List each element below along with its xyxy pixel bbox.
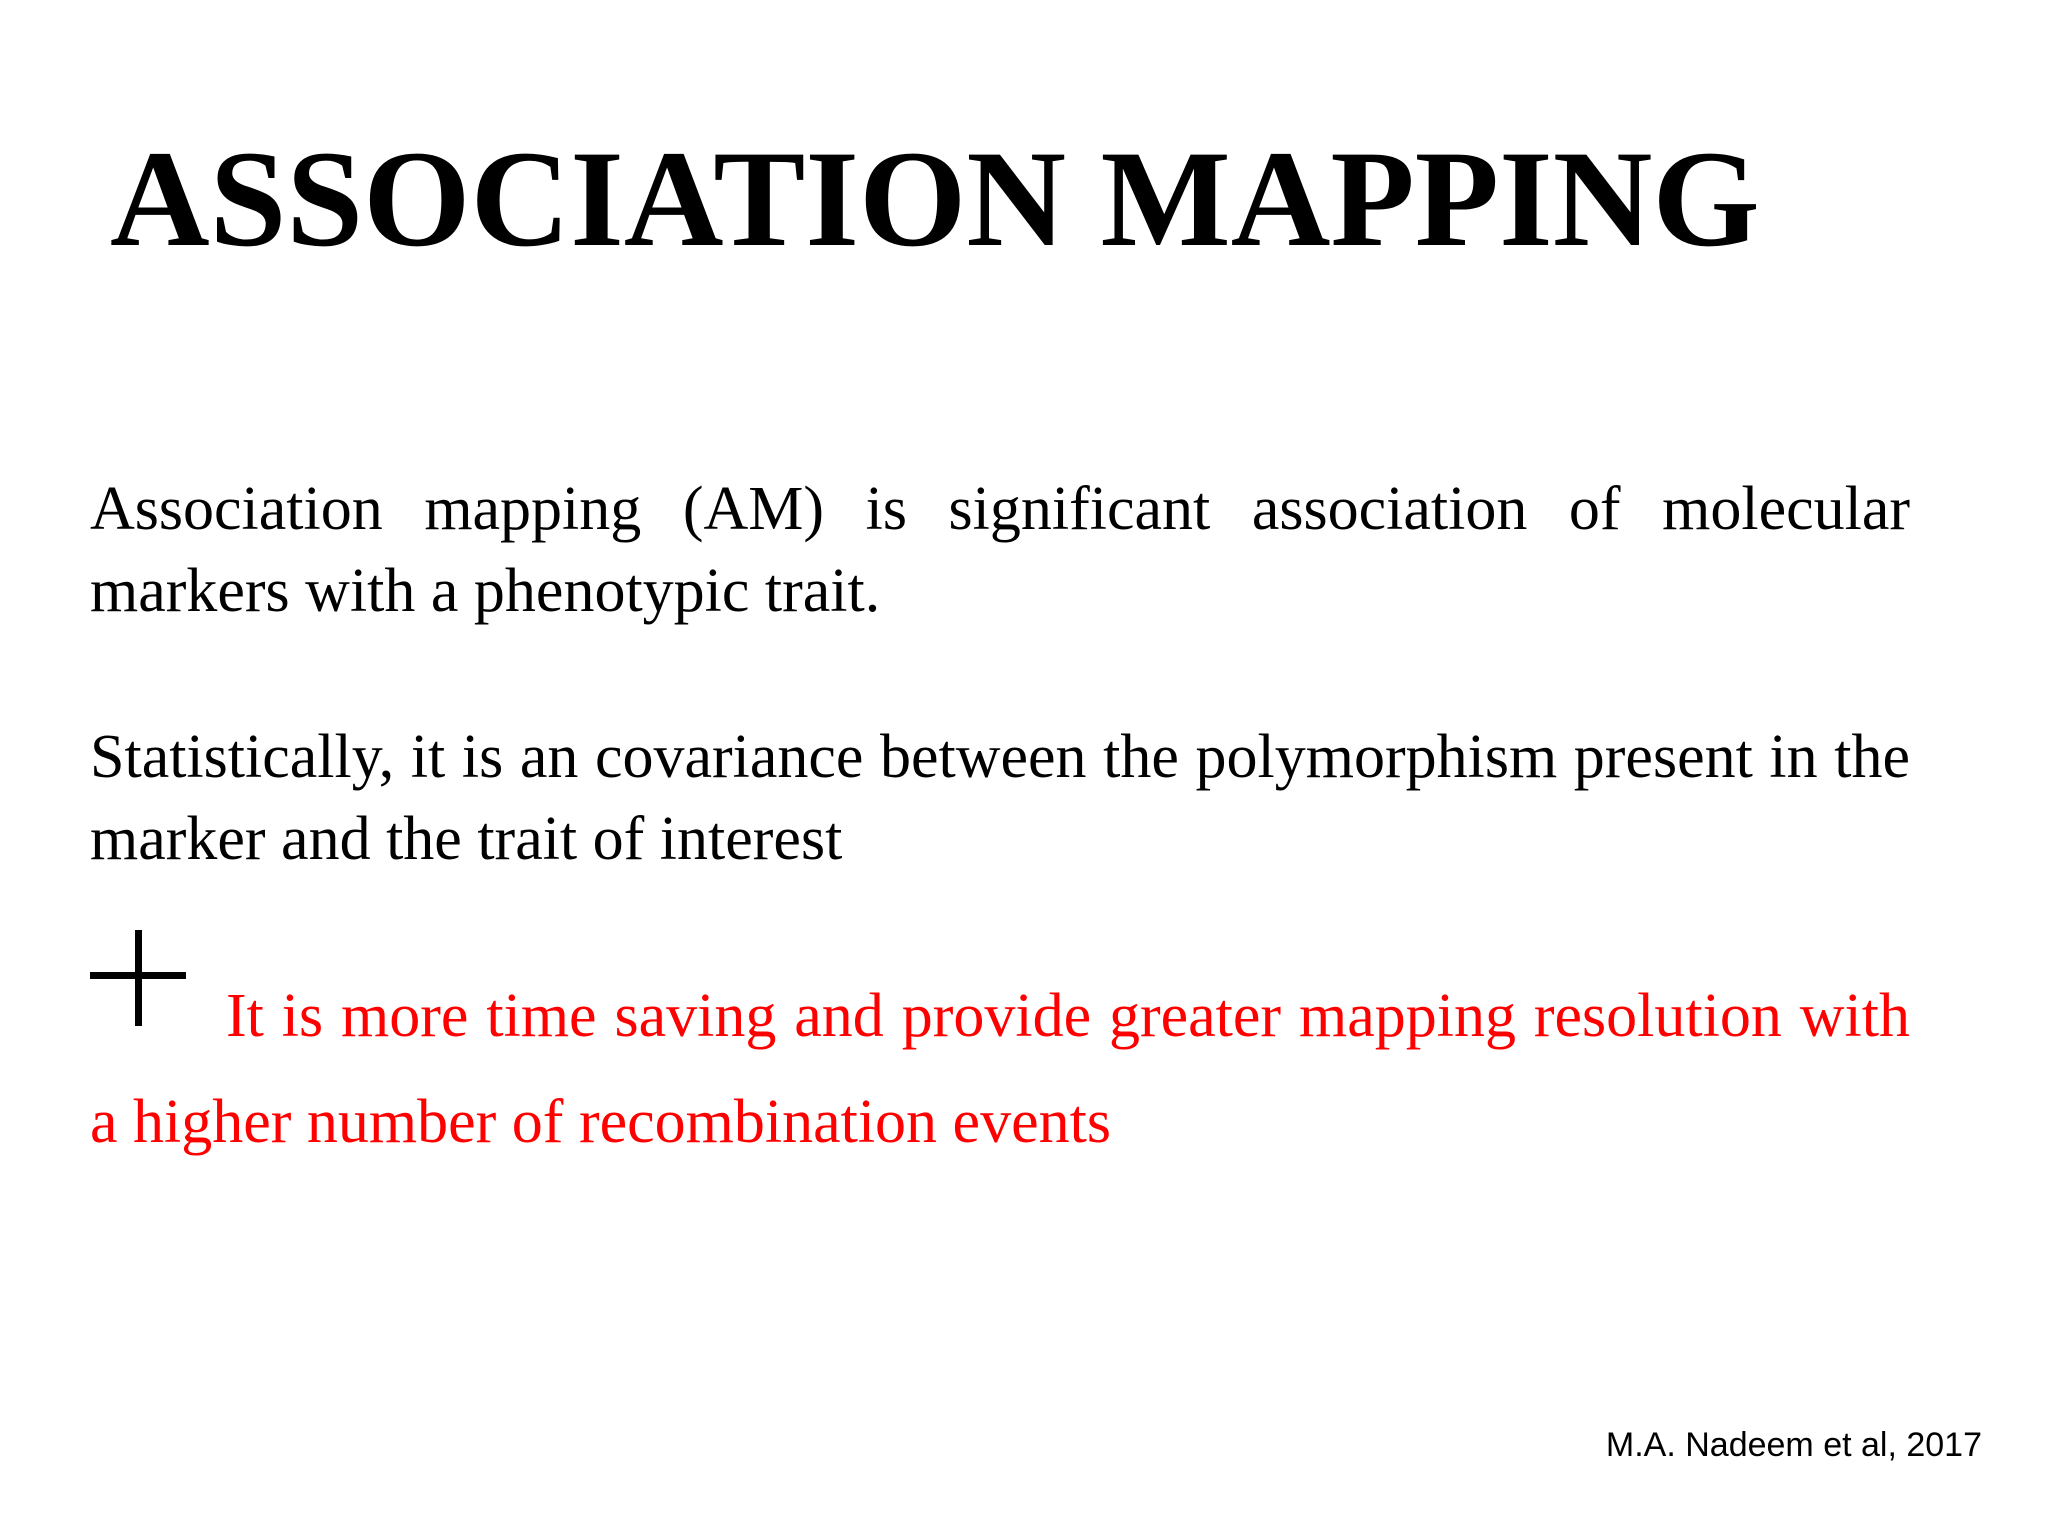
definition-paragraph: Association mapping (AM) is significant association of molecular markers with a phenotypic trait. — [90, 475, 1910, 625]
advantage-paragraph — [90, 930, 1910, 1175]
citation: M.A. Nadeem et al, 2017 — [1605, 1426, 1982, 1464]
slide-title: ASSOCIATION MAPPING — [110, 122, 1760, 275]
statistical-paragraph: Statistically, it is an covariance between the polymorphism present in the marker and the trait of interest — [90, 723, 1910, 873]
advantage-text: It is more time saving and provide greater mapping resolution with a higher number of recombination events — [90, 982, 1910, 1156]
plus-icon — [90, 930, 186, 1026]
